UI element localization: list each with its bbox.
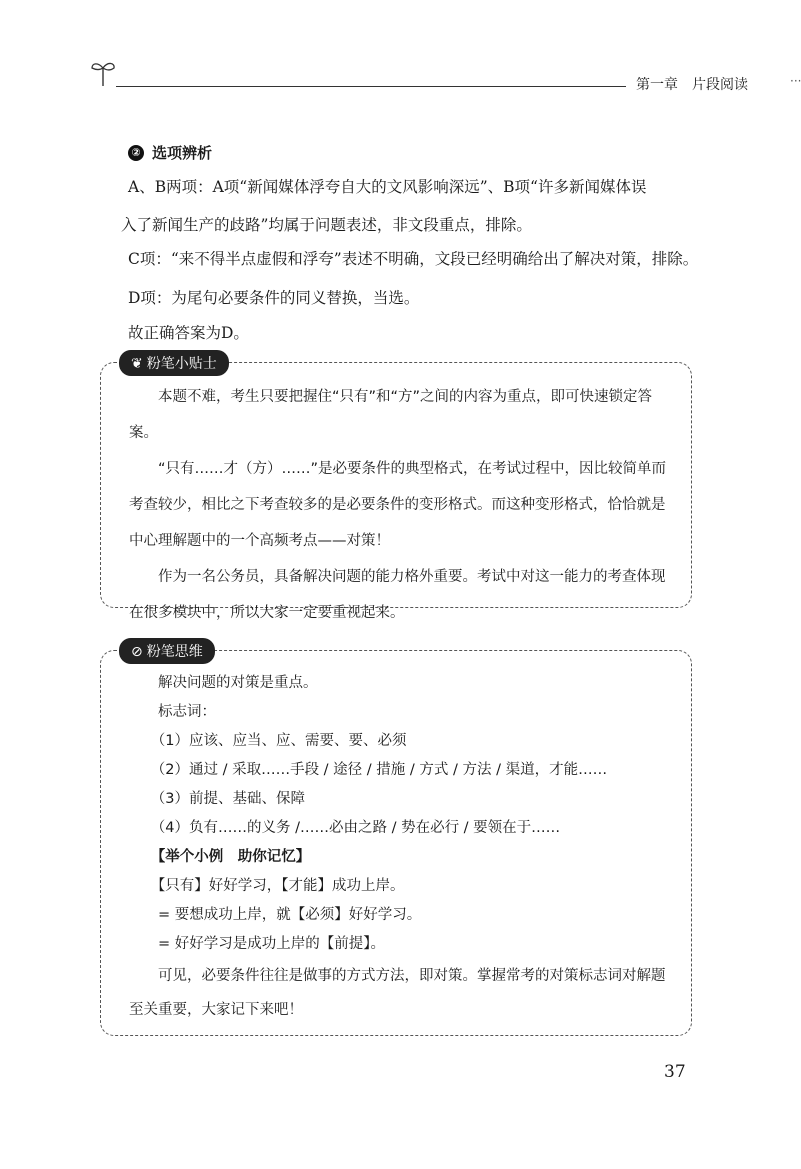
marker-item: （2）通过 / 采取……手段 / 途径 / 措施 / 方式 / 方法 / 渠道，才能…… xyxy=(150,762,608,778)
marker-item: （3）前提、基础、保障 xyxy=(150,791,305,807)
tips-paragraph: “只有……才（方）……”是必要条件的典型格式，在考试过程中，因比较简单而考查较少，相比之下考查较多的是必要条件的变形格式。而这种变形格式，恰恰就是中心理解题中的一个高频考点——对策！ xyxy=(129,461,667,549)
example-line: = 要想成功上岸，就【必须】好好学习。 xyxy=(158,907,422,923)
tips-title: 粉笔小贴士 xyxy=(146,356,217,372)
analysis-ab-line2: 入了新闻生产的歧路”均属于问题表述，非文段重点，排除。 xyxy=(121,216,532,234)
compass-icon: ⊘ xyxy=(131,644,143,660)
number-badge: ② xyxy=(128,145,144,161)
example-title: 【举个小例 助你记忆】 xyxy=(150,849,311,865)
page-header xyxy=(88,58,801,98)
header-rule xyxy=(116,86,626,87)
example-line: = 好好学习是成功上岸的【前提】。 xyxy=(158,936,386,952)
page-number: 37 xyxy=(664,1062,686,1082)
marker-item: （4）负有……的义务 /……必由之路 / 势在必行 / 要领在于…… xyxy=(150,820,561,836)
header-dots: ··· xyxy=(790,74,801,88)
marker-item: （1）应该、应当、应、需要、要、必须 xyxy=(150,733,407,749)
thinking-title: 粉笔思维 xyxy=(146,644,203,660)
tips-tab xyxy=(119,350,229,376)
analysis-paragraph-c: C项：“来不得半点虚假和浮夸”表述不明确，文段已经明确给出了解决对策，排除。 xyxy=(128,250,699,268)
section-heading-text: 选项辨析 xyxy=(152,144,213,162)
sprout-icon: ❦ xyxy=(131,356,143,372)
thinking-line: 标志词： xyxy=(158,704,216,720)
answer-line: 故正确答案为D。 xyxy=(128,324,249,342)
tips-body xyxy=(129,379,669,631)
analysis-paragraph-ab xyxy=(121,168,696,244)
tips-paragraph: 本题不难，考生只要把握住“只有”和“方”之间的内容为重点，即可快速锁定答案。 xyxy=(129,389,653,441)
analysis-ab-line1: A、B两项：A项“新闻媒体浮夸自大的文风影响深远”、B项“许多新闻媒体误 xyxy=(128,178,647,196)
thinking-line: 解决问题的对策是重点。 xyxy=(158,675,318,691)
thinking-conclusion: 可见，必要条件往往是做事的方式方法，即对策。掌握常考的对策标志词对解题至关重要，大家记下来吧！ xyxy=(129,968,666,1018)
chapter-title: 第一章 片段阅读 xyxy=(636,77,748,93)
tips-box xyxy=(100,356,692,621)
thinking-tab xyxy=(119,638,215,664)
thinking-box xyxy=(100,644,692,1036)
section-heading xyxy=(128,142,212,163)
tips-paragraph: 作为一名公务员，具备解决问题的能力格外重要。考试中对这一能力的考查体现在很多模块中，所以大家一定要重视起来。 xyxy=(129,569,666,621)
analysis-paragraph-d: D项：为尾句必要条件的同义替换，当选。 xyxy=(128,289,420,307)
example-line: 【只有】好好学习，【才能】成功上岸。 xyxy=(150,878,405,894)
thinking-body xyxy=(129,669,669,1027)
sprout-icon xyxy=(90,58,116,88)
